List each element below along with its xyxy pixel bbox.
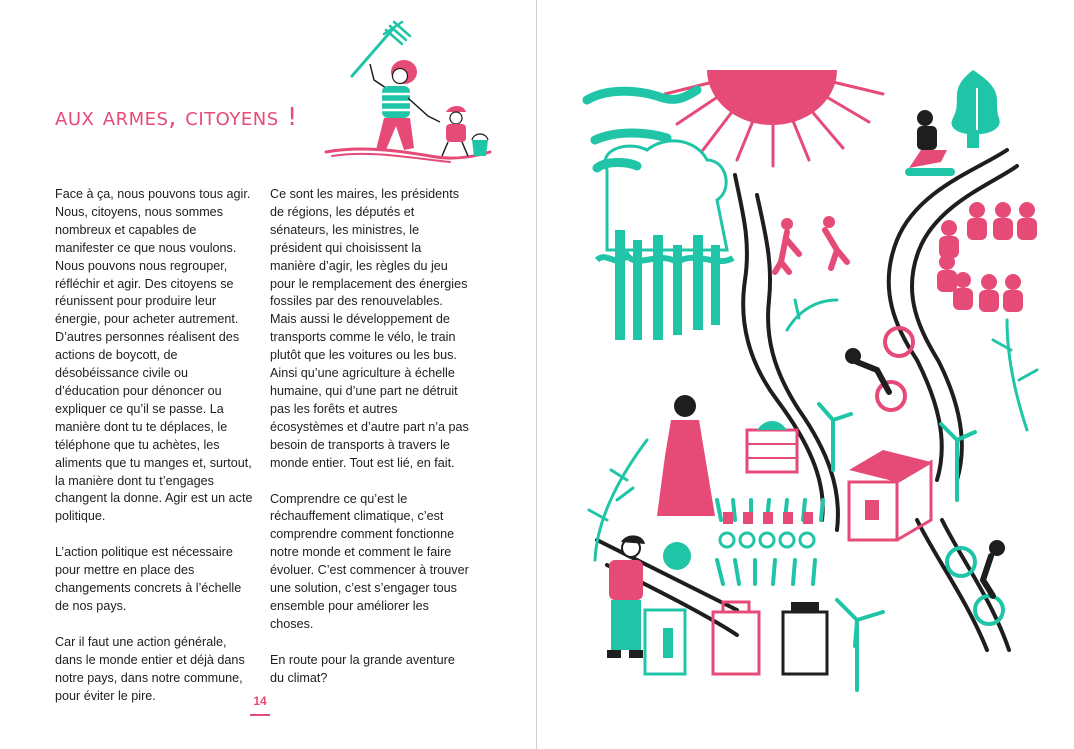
clouds-illustration	[587, 90, 697, 168]
cabbages-illustration	[720, 533, 814, 547]
recycling-bins-illustration	[645, 602, 827, 674]
market-woman-illustration	[657, 395, 715, 516]
wind-turbines-illustration	[819, 404, 975, 690]
paragraph: Car il faut une action générale, dans le monde entier et déjà dans notre pays, dans notre commune, pour éviter le pire.	[55, 634, 245, 703]
crowd-illustration	[937, 202, 1037, 312]
vegetable-crate-illustration	[747, 421, 797, 472]
forest-illustration	[597, 141, 733, 340]
sun-illustration	[665, 70, 883, 166]
page-number-underline	[250, 714, 270, 716]
paragraph: En route pour la grande aventure du climat?	[270, 652, 455, 685]
text-column-2	[270, 186, 470, 706]
page-heading: aux armes, citoyens !	[55, 102, 298, 131]
text-column-1	[55, 186, 255, 723]
paragraph: Ce sont les maires, les présidents de régions, les députés et sénateurs, les ministres, le président qui choisissent la manière d’agir, les règles du jeu pour le remplacement des énergies fossiles par des renouvelables. Mais aussi le développement de transports comme le vélo, le train plutôt que les voitures ou les bus. Ainsi qu’une agriculture à échelle humaine, qui d’une part ne détruit pas les forêts et autres écosystèmes et d’autre part n’a pas besoin de transports à travers le monde entier. Tout est lié, en fait.	[270, 187, 469, 470]
skateboarder-illustration	[905, 110, 955, 176]
farmers-illustration	[775, 216, 847, 272]
protesters-illustration	[0, 0, 536, 170]
paragraph: Comprendre ce qu’est le réchauffement climatique, c’est comprendre comment fonctionne notre monde et comment le faire évoluer. C’est commencer à trouver une solution, c’est s’engager tous ensemble pour améliorer les choses.	[270, 491, 469, 631]
paragraph: L’action politique est nécessaire pour mettre en place des changements concrets à l’échelle de nos pays.	[55, 545, 242, 613]
gardener-illustration	[607, 535, 691, 658]
left-page	[0, 0, 536, 749]
paragraph: Face à ça, nous pouvons tous agir. Nous, citoyens, nous sommes nombreux et capables de manifester ce que nous voulons. Nous pouvons nous regrouper, réfléchir et agir. Des citoyens se réunissent pour produire leur énergie, pour acheter autrement. D’autres personnes réalisent des actions de boycott, de désobéissance civile ou d’éducation pour dénoncer ou expliquer ce qu’il se passe. La manière dont tu te déplaces, le téléphone que tu achètes, les aliments que tu manges et, surtout, la manière dont tu t’engages changent la donne. Agir est un acte politique.	[55, 187, 253, 524]
house-illustration	[849, 450, 931, 540]
page-number: 14	[253, 694, 267, 708]
tree-illustration	[952, 70, 1000, 148]
right-page	[537, 0, 1074, 749]
community-illustration	[537, 0, 1074, 749]
cyclist-illustration	[845, 328, 913, 410]
